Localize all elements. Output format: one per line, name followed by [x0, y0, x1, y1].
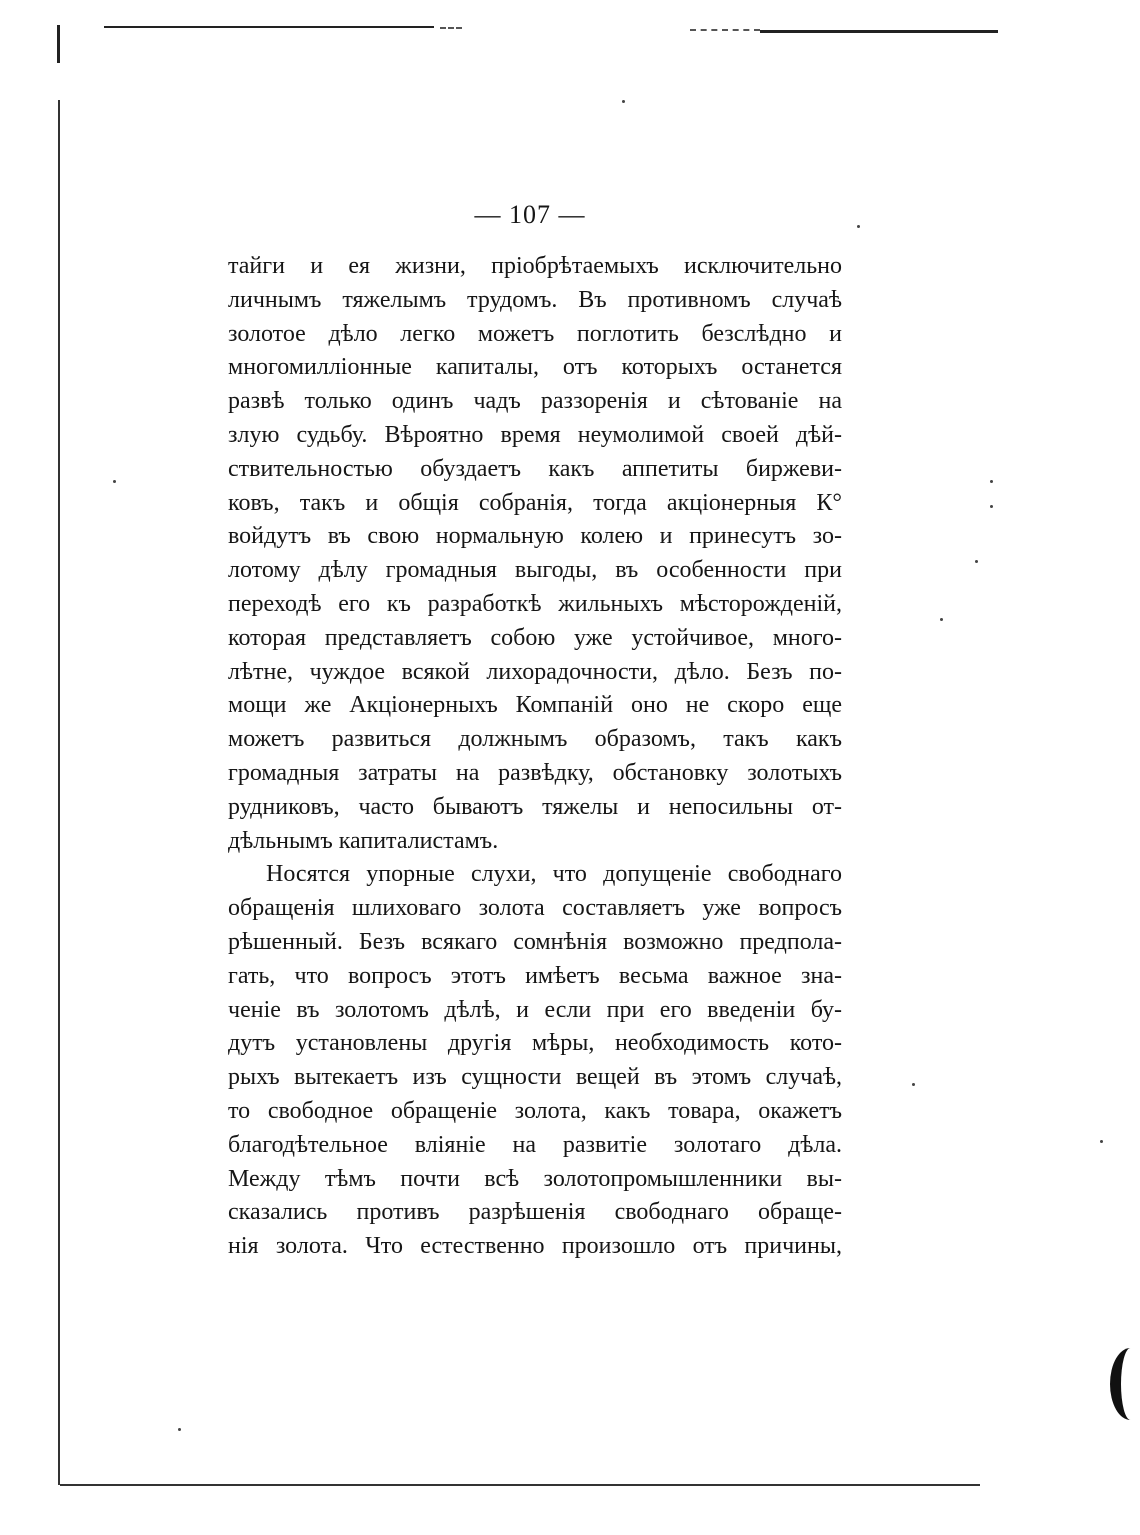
top-border-rule-right	[760, 30, 998, 33]
scan-speck	[1100, 1140, 1103, 1143]
text-line: ковъ, такъ и общія собранія, тогда акціонерныя К°	[228, 489, 842, 516]
text-line: золотое дѣло легко можетъ поглотить безслѣдно и	[228, 320, 842, 347]
scan-speck	[990, 480, 993, 483]
body-text	[228, 250, 842, 1264]
text-line: благодѣтельное вліяніе на развитіе золотаго дѣла.	[228, 1131, 842, 1158]
text-line: которая представляетъ собою уже устойчивое, много-	[228, 624, 842, 651]
scan-speck	[940, 618, 943, 621]
top-border-rule-fragment	[690, 29, 760, 31]
paragraph-1	[228, 250, 842, 858]
text-line: тайги и ея жизни, пріобрѣтаемыхъ исключительно	[228, 253, 842, 279]
text-line: лотому дѣлу громадныя выгоды, въ особенности при	[228, 557, 842, 584]
text-line: ствительностью обуздаетъ какъ аппетиты биржеви-	[228, 455, 842, 482]
left-border-rule	[58, 100, 60, 1485]
text-line: многомилліонные капиталы, отъ которыхъ останется	[228, 354, 842, 381]
text-line: войдутъ въ свою нормальную колею и принесутъ зо-	[228, 523, 842, 550]
text-line: обращенія шлиховаго золота составляетъ уже вопросъ	[228, 895, 842, 922]
bottom-border-rule	[60, 1484, 980, 1486]
text-line: личнымъ тяжелымъ трудомъ. Въ противномъ случаѣ	[228, 286, 842, 313]
paragraph-2	[228, 858, 842, 1264]
text-line: нія золота. Что естественно произошло отъ причины,	[228, 1233, 842, 1260]
text-line: переходѣ его къ разработкѣ жильныхъ мѣсторожденій,	[228, 590, 842, 617]
text-line: мощи же Акціонерныхъ Компаній оно не скоро еще	[228, 692, 842, 719]
top-border-rule	[104, 26, 434, 28]
text-line: рыхъ вытекаетъ изъ сущности вещей въ этомъ случаѣ,	[228, 1064, 842, 1091]
text-line: можетъ развиться должнымъ образомъ, такъ какъ	[228, 726, 842, 753]
scan-speck	[622, 100, 625, 103]
text-line: рудниковъ, часто бываютъ тяжелы и непосильны от-	[228, 793, 842, 820]
text-line: дутъ установлены другія мѣры, необходимость кото-	[228, 1030, 842, 1057]
text-line: развѣ только одинъ чадъ раззоренія и сѣтованіе на	[228, 388, 842, 415]
text-line: Между тѣмъ почти всѣ золотопромышленники вы-	[228, 1165, 842, 1192]
scan-speck	[857, 225, 860, 228]
scan-speck	[990, 505, 993, 508]
scan-speck	[178, 1428, 181, 1431]
scan-speck	[975, 560, 978, 563]
text-line: то свободное обращеніе золота, какъ товара, окажетъ	[228, 1097, 842, 1124]
text-line: злую судьбу. Вѣроятно время неумолимой своей дѣй-	[228, 421, 842, 448]
scan-speck	[912, 1083, 915, 1086]
left-border-mark	[57, 25, 60, 63]
text-line: рѣшенный. Безъ всякаго сомнѣнія возможно предпола-	[228, 928, 842, 955]
text-line: Носятся упорные слухи, что допущеніе свободнаго	[266, 861, 842, 888]
text-line: гать, что вопросъ этотъ имѣетъ весьма важное зна-	[228, 962, 842, 989]
top-border-rule-fragment	[440, 27, 462, 29]
page-number: — 107 —	[474, 200, 586, 229]
text-line: громадныя затраты на развѣдку, обстановку золотыхъ	[228, 759, 842, 786]
binding-edge-mark	[1110, 1348, 1140, 1420]
scan-speck	[113, 480, 116, 483]
text-line: сказались противъ разрѣшенія свободнаго обраще-	[228, 1199, 842, 1226]
text-line: ченіе въ золотомъ дѣлѣ, и если при его введеніи бу-	[228, 996, 842, 1023]
text-line: дѣльнымъ капиталистамъ.	[228, 827, 499, 854]
text-line: лѣтне, чуждое всякой лихорадочности, дѣло. Безъ по-	[228, 658, 842, 685]
